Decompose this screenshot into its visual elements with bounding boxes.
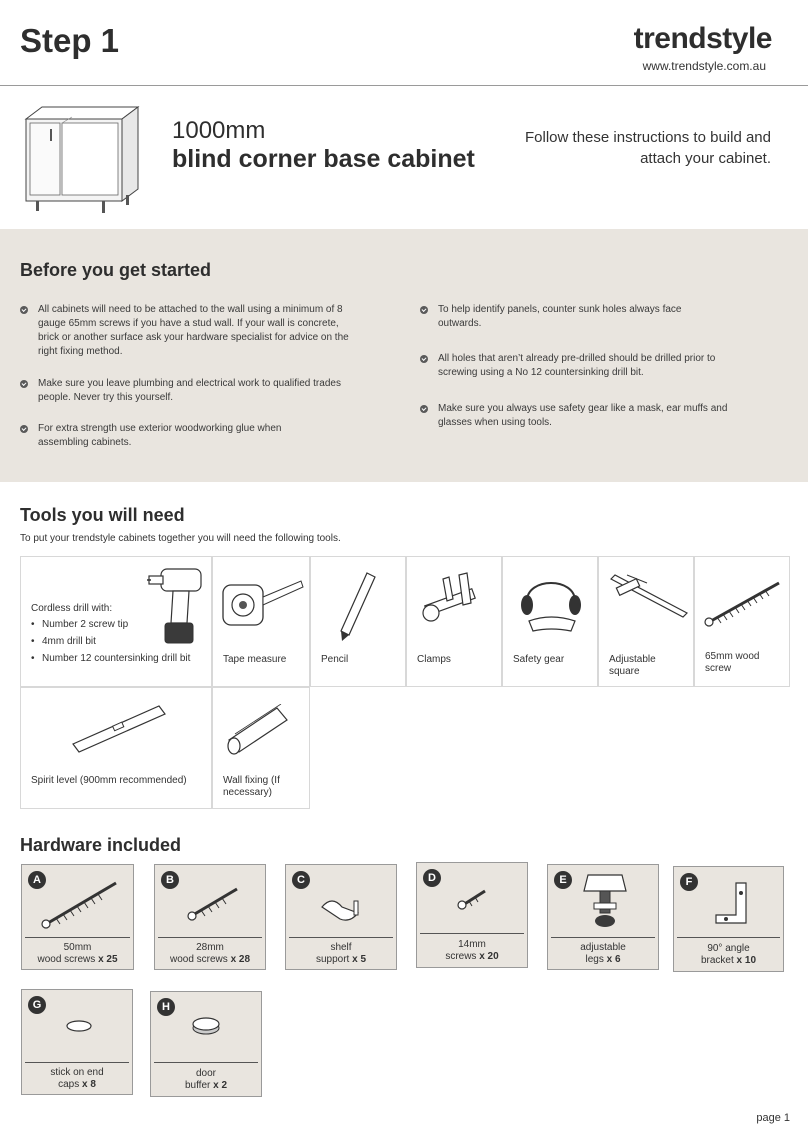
hardware-letter: C — [292, 871, 310, 889]
screw-icon — [38, 875, 122, 931]
brand-logo: trendstyle — [633, 22, 772, 55]
hardware-item-f — [673, 866, 784, 972]
brand-url[interactable]: www.trendstyle.com.au — [642, 59, 766, 73]
hardware-caption: 50mm wood screws x 25 — [37, 942, 118, 965]
tool-wood-screw — [694, 556, 790, 687]
tool-clamps — [406, 556, 502, 687]
step-title: Step 1 — [20, 22, 120, 59]
door-buffer-icon — [189, 1014, 223, 1036]
before-section — [0, 229, 808, 482]
check-icon — [420, 355, 428, 363]
shelf-support-icon — [318, 893, 366, 929]
hardware-letter: H — [157, 998, 175, 1016]
hardware-item-h — [150, 991, 262, 1097]
tools-grid — [20, 556, 790, 809]
screw-icon — [455, 885, 489, 911]
cabinet-illustration — [22, 99, 142, 217]
tool-label: Safety gear — [513, 654, 565, 665]
tool-spirit-level — [20, 687, 212, 809]
instruction-text: Follow these instructions to build and attach your cabinet. — [525, 129, 771, 167]
hardware-item-a — [21, 864, 134, 970]
adjustable-leg-icon — [580, 869, 630, 935]
list-item: • 4mm drill bit — [31, 636, 201, 648]
tool-label: 65mm wood screw — [705, 651, 760, 674]
hardware-caption: shelf support x 5 — [315, 942, 367, 965]
hardware-caption: adjustable legs x 6 — [580, 942, 626, 965]
check-icon — [20, 380, 28, 388]
page-header — [0, 0, 808, 86]
drill-label: Cordless drill with: — [31, 603, 113, 614]
tool-wall-fixing — [212, 687, 310, 809]
check-icon — [420, 405, 428, 413]
tool-tape-measure — [212, 556, 310, 687]
tip-item: To help identify panels, counter sunk holes always face outwards. — [420, 303, 720, 331]
hardware-caption: stick on end caps x 8 — [50, 1067, 104, 1090]
hardware-caption: 90° angle bracket x 10 — [700, 943, 757, 966]
tool-label: Pencil — [321, 654, 349, 665]
tool-label: Spirit level (900mm recommended) — [31, 775, 187, 786]
tool-label: Adjustable square — [609, 654, 656, 677]
tip-item: Make sure you always use safety gear like a mask, ear muffs and glasses when using tools. — [420, 402, 730, 430]
tool-safety-gear — [502, 556, 598, 687]
hardware-letter: F — [680, 873, 698, 891]
tool-label: Wall fixing (If necessary) — [223, 775, 280, 798]
hardware-item-e — [547, 864, 659, 970]
page-number: page 1 — [756, 1112, 790, 1124]
tools-subtitle: To put your trendstyle cabinets together you will need the following tools. — [20, 533, 341, 544]
tool-pencil — [310, 556, 406, 687]
tool-adjustable-square — [598, 556, 694, 687]
product-name: blind corner base cabinet — [172, 145, 475, 173]
spirit-level-icon — [71, 702, 167, 758]
angle-bracket-icon — [712, 879, 752, 931]
tip-item: All holes that aren’t already pre-drilled should be drilled prior to screwing using a No 12 countersinking drill bit. — [420, 352, 730, 380]
hardware-item-d — [416, 862, 528, 968]
tool-cordless-drill — [20, 556, 212, 687]
section-title-hardware: Hardware included — [20, 835, 182, 855]
check-icon — [420, 306, 428, 314]
check-icon — [20, 425, 28, 433]
tool-label: Tape measure — [223, 654, 287, 665]
list-item: • Number 2 screw tip — [31, 619, 201, 631]
check-icon — [20, 306, 28, 314]
hardware-letter: B — [161, 871, 179, 889]
product-size: 1000mm — [172, 117, 266, 144]
tip-item: All cabinets will need to be attached to the wall using a minimum of 8 gauge 65mm screws if you have a stud wall. If your wall is concrete, brick or another surface ask your hardware specialist for advice on the right fixing method. — [20, 303, 360, 359]
pencil-icon — [339, 571, 379, 643]
clamp-icon — [419, 569, 485, 631]
list-item: • Number 12 countersinking drill bit — [31, 653, 201, 665]
hardware-letter: D — [423, 869, 441, 887]
hardware-letter: A — [28, 871, 46, 889]
tool-label: Clamps — [417, 654, 451, 665]
end-cap-icon — [64, 1018, 94, 1034]
safety-gear-icon — [517, 571, 585, 635]
hardware-letter: G — [28, 996, 46, 1014]
wall-plug-icon — [225, 704, 291, 756]
hardware-caption: 28mm wood screws x 28 — [169, 942, 251, 965]
tape-measure-icon — [221, 575, 305, 629]
screw-icon — [703, 579, 783, 629]
hardware-item-b — [154, 864, 266, 970]
drill-bits-list — [31, 619, 201, 670]
hardware-caption: door buffer x 2 — [184, 1068, 228, 1091]
tip-item: Make sure you leave plumbing and electrical work to qualified trades people. Never try this yourself. — [20, 377, 360, 405]
tip-item: For extra strength use exterior woodworking glue when assembling cabinets. — [20, 422, 310, 450]
section-title-before: Before you get started — [20, 260, 212, 280]
hardware-letter: E — [554, 871, 572, 889]
product-intro — [0, 87, 808, 229]
screw-icon — [185, 881, 241, 921]
hardware-item-c — [285, 864, 397, 970]
adjustable-square-icon — [607, 573, 689, 619]
hardware-caption: 14mm screws x 20 — [445, 939, 499, 962]
hardware-item-g — [21, 989, 133, 1095]
section-title-tools: Tools you will need — [20, 505, 185, 525]
